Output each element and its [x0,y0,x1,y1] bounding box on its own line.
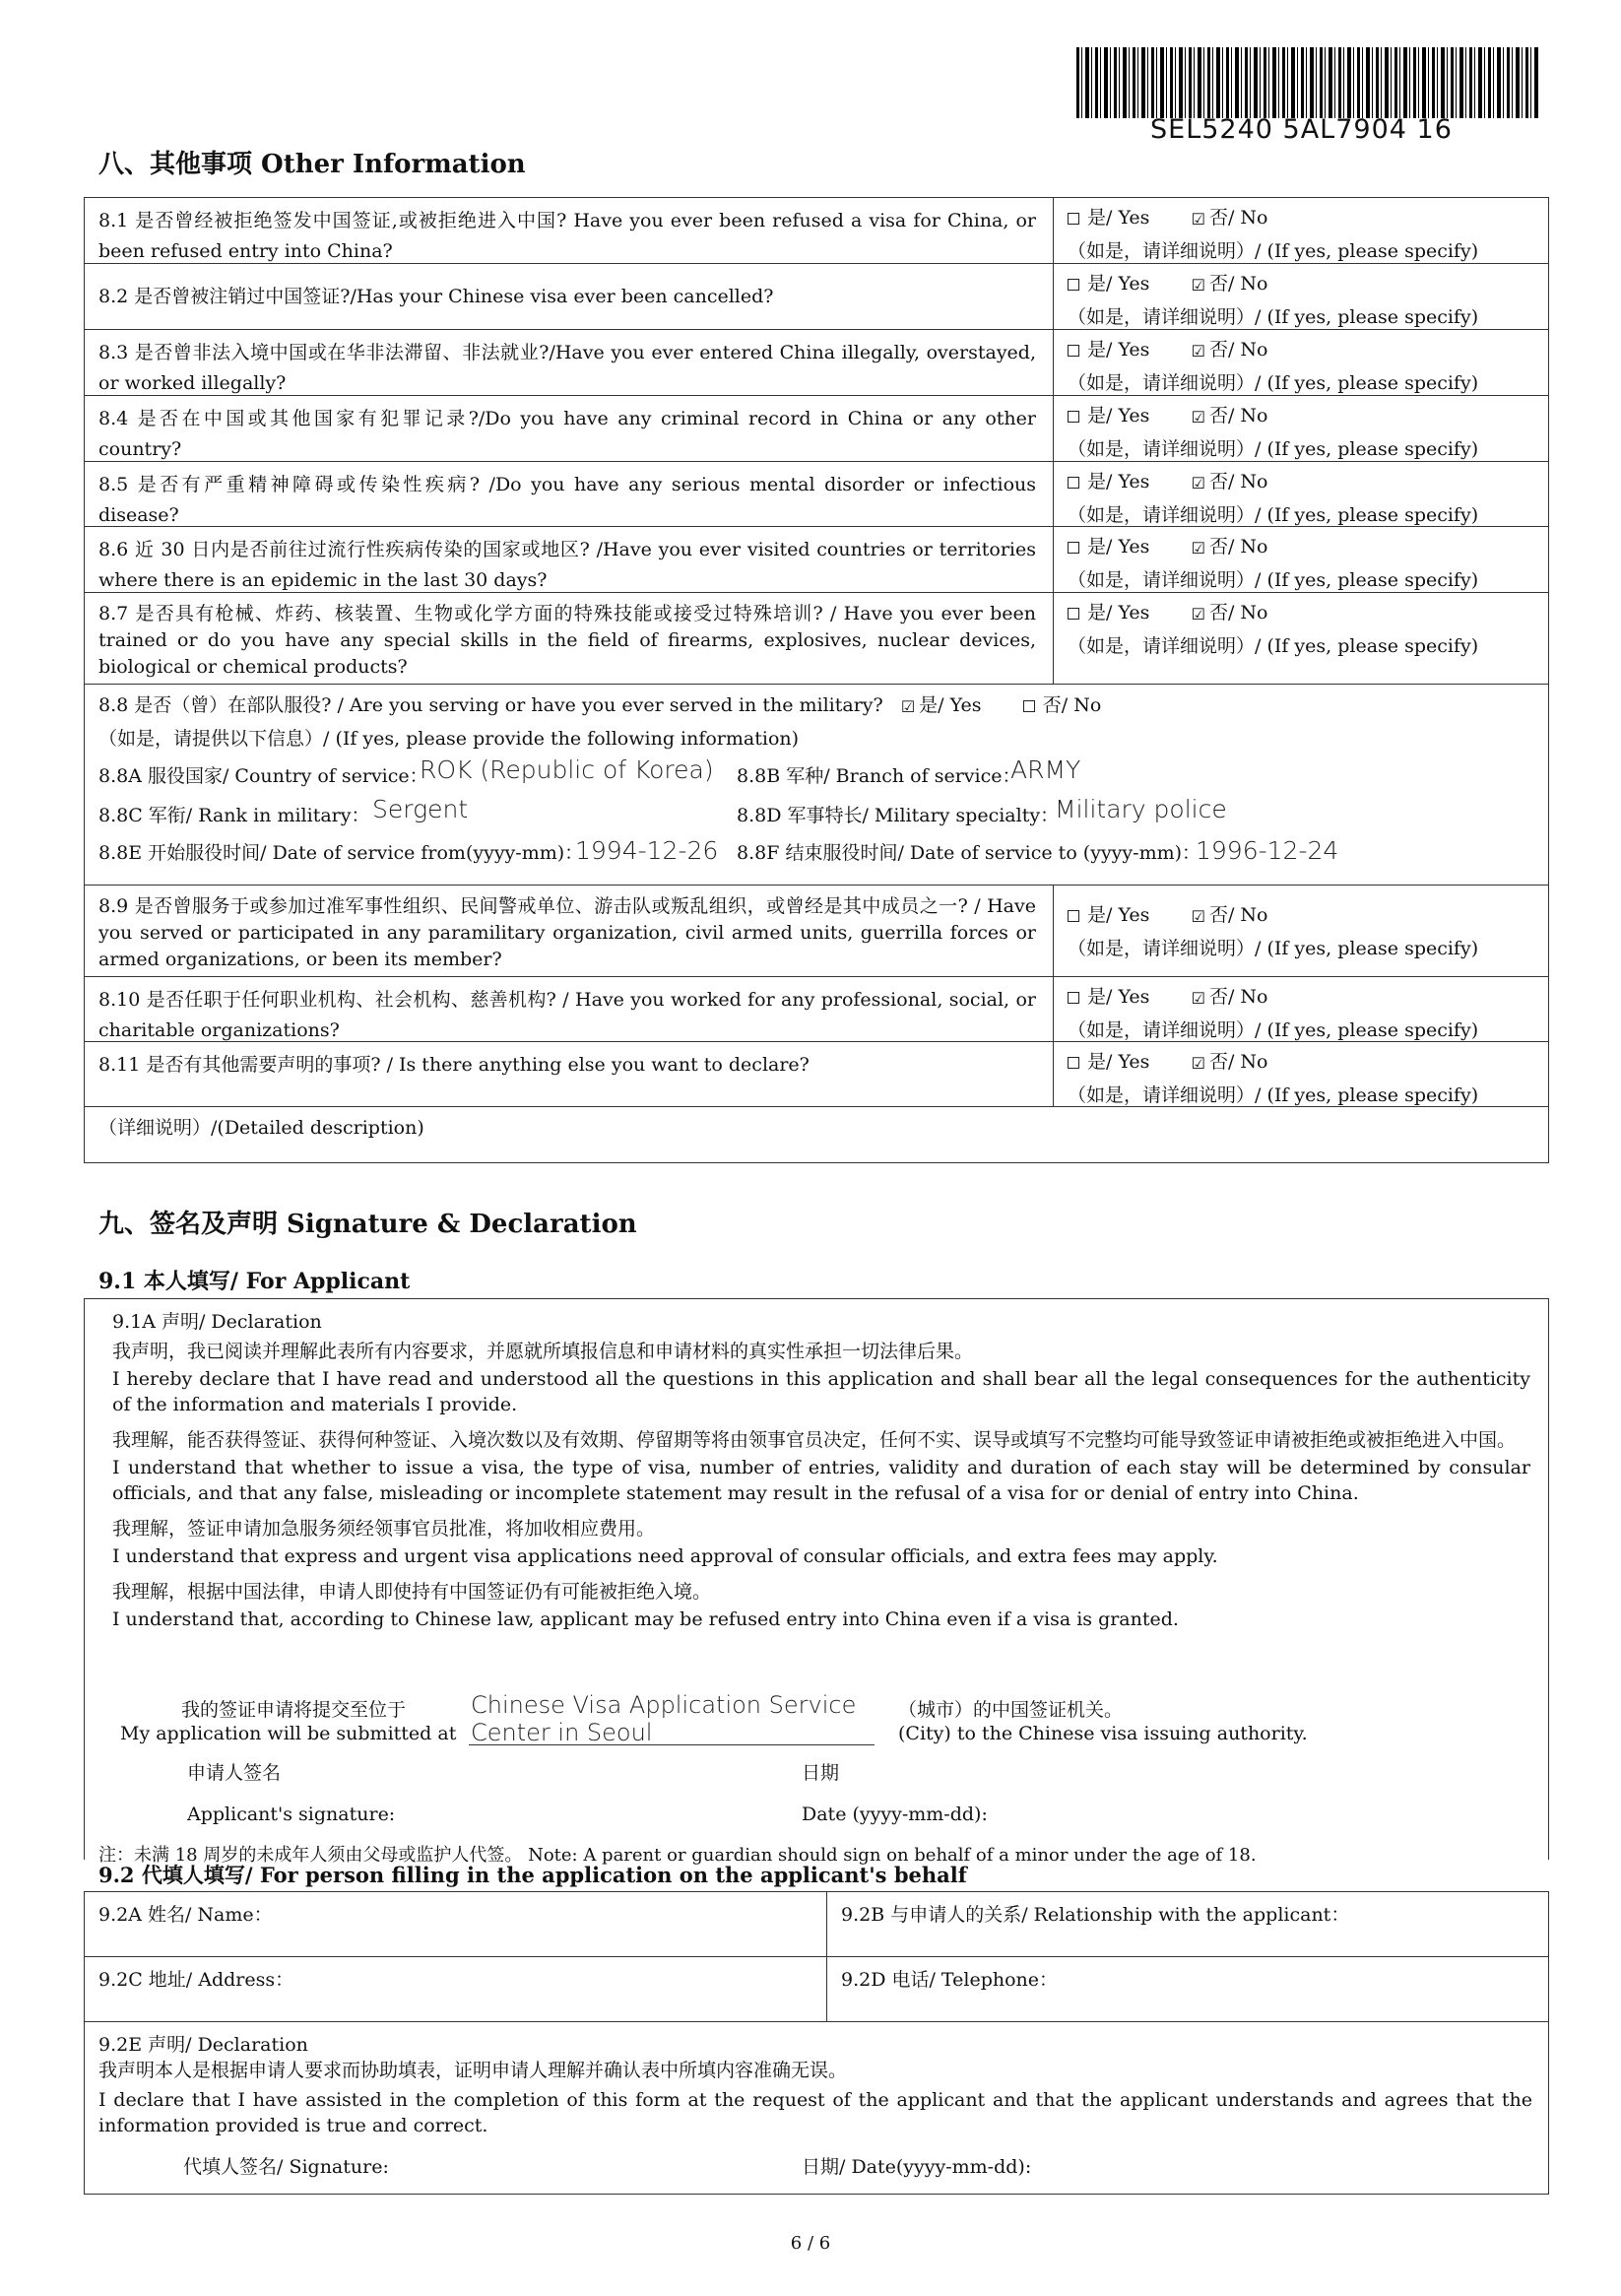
applicant-signature-label[interactable]: Applicant's signature: [187,1804,396,1825]
minor-note: 注：未满 18 周岁的未成年人须由父母或监护人代签。 Note: A parent or guardian should sign on behalf of a minor under the age of 18. [98,1845,1257,1866]
declaration-text [112,1339,1530,1632]
question-row [85,264,1548,330]
filler-address-label[interactable]: 9.2C 地址/ Address： [98,1969,294,1991]
yes-checkbox[interactable] [1068,608,1079,620]
question-row [85,396,1548,462]
specify-label: （如是，请详细说明）/ (If yes, please specify) [1068,371,1479,394]
submit-at-en: My application will be submitted at [120,1723,457,1744]
specify-label: （如是，请详细说明）/ (If yes, please specify) [1068,634,1479,657]
yes-checkbox[interactable] [1068,345,1079,357]
country-of-service-label: 8.8A 服役国家/ Country of service： [98,765,428,787]
no-checkbox-checked[interactable]: ☑ [1191,341,1205,361]
country-of-service-value[interactable]: ROK (Republic of Korea) [420,755,714,784]
behalf-row-2 [85,1957,1548,2022]
question-row [85,977,1548,1042]
no-checkbox-checked[interactable]: ☑ [1191,988,1205,1008]
section-8-title: 八、其他事项 Other Information [98,150,526,179]
question-row [85,527,1548,593]
service-from-value[interactable]: 1994-12-26 [575,836,719,865]
military-specialty-value[interactable]: Military police [1055,795,1227,823]
military-row [85,685,1548,886]
behalf-table [84,1891,1549,2195]
filler-declaration-title: 9.2E 声明/ Declaration [98,2034,308,2056]
page-number: 6 / 6 [790,2233,831,2254]
question-row [85,886,1548,977]
no-checkbox-checked[interactable]: ☑ [1191,906,1205,926]
no-checkbox-checked[interactable]: ☑ [1191,473,1205,492]
question-row [85,593,1548,685]
decl-para-en-2: I understand that whether to issue a visa, the type of visa, number of entries, validity and duration of each stay will be determined by consular officials, and that any false, misleading or incomplete statement may result in the refusal of a visa for or denial of entry into China. [112,1457,1530,1504]
answer-options: 是/ Yes ☑ 否/ No （如是，请详细说明）/ (If yes, please specify) [1068,400,1478,466]
question-text: 8.7 是否具有枪械、炸药、核装置、生物或化学方面的特殊技能或接受过特殊培训? / Have you ever been trained or do you have any special skills in the field of firearms, explosives, nuclear devices, biological or chemical products? [98,603,1036,678]
rank-label: 8.8C 军衔/ Rank in military： [98,805,370,826]
question-text: 8.6 近 30 日内是否前往过流行性疾病传染的国家或地区? /Have you ever visited countries or territories where there is an epidemic in the last 30 days? [98,539,1036,591]
answer-options: 是/ Yes ☑ 否/ No （如是，请详细说明）/ (If yes, please specify) [1068,1046,1478,1112]
behalf-declaration-row [85,2022,1548,2194]
submit-location-line-2[interactable]: Center in Seoul [471,1719,653,1746]
service-to-value[interactable]: 1996-12-24 [1196,836,1339,865]
other-info-table [84,197,1549,1163]
military-specialty-label: 8.8D 军事特长/ Military specialty： [737,805,1060,826]
no-checkbox-checked[interactable]: ☑ [1191,1053,1205,1073]
answer-options: 是/ Yes ☑ 否/ No （如是，请详细说明）/ (If yes, please specify) [1068,268,1478,334]
military-provide-note: （如是，请提供以下信息）/ (If yes, please provide the following information) [98,728,800,750]
relationship-label[interactable]: 9.2B 与申请人的关系/ Relationship with the applicant： [841,1904,1350,1926]
question-row [85,330,1548,396]
answer-options: 是/ Yes ☑ 否/ No （如是，请详细说明）/ (If yes, please specify) [1068,466,1478,532]
specify-label: （如是，请详细说明）/ (If yes, please specify) [1068,503,1479,526]
answer-options: 是/ Yes ☑ 否/ No （如是，请详细说明）/ (If yes, please specify) [1068,202,1478,268]
yes-checkbox[interactable] [1068,910,1079,922]
filler-decl-en: I declare that I have assisted in the completion of this form at the request of the applicant and that the applicant understands and agrees that the information provided is true and correct. [98,2089,1532,2136]
no-checkbox-checked[interactable]: ☑ [1191,275,1205,295]
filler-date-label[interactable]: 日期/ Date(yyyy-mm-dd): [802,2156,1032,2178]
no-checkbox-checked[interactable]: ☑ [1191,538,1205,558]
branch-of-service-value[interactable]: ARMY [1010,755,1081,784]
branch-of-service-label: 8.8B 军种/ Branch of service： [737,765,1021,787]
question-text: 8.5 是否有严重精神障碍或传染性疾病? /Do you have any serious mental disorder or infectious disease? [98,474,1036,526]
no-checkbox[interactable] [1023,700,1035,712]
question-text: 8.2 是否曾被注销过中国签证?/Has your Chinese visa ever been cancelled? [98,286,774,307]
question-text: 8.1 是否曾经被拒绝签发中国签证,或被拒绝进入中国? Have you ever been refused a visa for China, or been refused entry into China? [98,210,1036,262]
decl-para-cn-4: 我理解，根据中国法律，申请人即使持有中国签证仍有可能被拒绝入境。 [112,1581,712,1603]
yes-checkbox[interactable] [1068,477,1079,489]
yes-checkbox[interactable] [1068,279,1079,291]
specify-label: （如是，请详细说明）/ (If yes, please specify) [1068,239,1479,262]
decl-para-cn-3: 我理解，签证申请加急服务须经领事官员批准，将加收相应费用。 [112,1518,656,1540]
yes-checkbox[interactable] [1068,542,1079,554]
applicant-signature-cn: 申请人签名 [187,1762,282,1784]
decl-para-en-4: I understand that, according to Chinese law, applicant may be refused entry into China even if a visa is granted. [112,1608,1179,1630]
military-question: 8.8 是否（曾）在部队服役? / Are you serving or have you ever served in the military? ☑ 是/ Yes 否/ No [98,694,1102,716]
service-to-label: 8.8F 结束服役时间/ Date of service to (yyyy-mm)： [737,842,1201,864]
section-9-title: 九、签名及声明 Signature & Declaration [98,1210,637,1239]
decl-para-cn-2: 我理解，能否获得签证、获得何种签证、入境次数以及有效期、停留期等将由领事官员决定，任何不实、误导或填写不完整均可能导致签证申请被拒绝或被拒绝进入中国。 [112,1429,1517,1451]
question-text: 8.3 是否曾非法入境中国或在华非法滞留、非法就业?/Have you ever entered China illegally, overstayed, or worked illegally? [98,342,1036,394]
question-row [85,462,1548,527]
specify-label: （如是，请详细说明）/ (If yes, please specify) [1068,305,1479,328]
declaration-title: 9.1A 声明/ Declaration [112,1311,322,1333]
question-text: 8.9 是否曾服务于或参加过准军事性组织、民间警戒单位、游击队或叛乱组织，或曾经是其中成员之一? / Have you served or participated in any paramilitary organization, civil armed units, guerrilla forces or armed organizations, or been its member? [98,895,1036,970]
yes-checkbox[interactable] [1068,411,1079,423]
specify-label: （如是，请详细说明）/ (If yes, please specify) [1068,1018,1479,1041]
filler-signature-label[interactable]: 代填人签名/ Signature: [183,2156,389,2178]
specify-label: （如是，请详细说明）/ (If yes, please specify) [1068,437,1479,460]
question-text: 8.4 是否在中国或其他国家有犯罪记录?/Do you have any criminal record in China or any other country? [98,408,1036,460]
question-text: 8.10 是否任职于任何职业机构、社会机构、慈善机构? / Have you worked for any professional, social, or charitable organizations? [98,989,1036,1041]
barcode-image [1076,47,1539,118]
question-text: 8.11 是否有其他需要声明的事项? / Is there anything else you want to declare? [98,1054,810,1076]
behalf-subtitle: 9.2 代填人填写/ For person filling in the application on the applicant's behalf [98,1863,967,1887]
submit-location-line-1[interactable]: Chinese Visa Application Service [471,1691,857,1719]
applicant-date-label[interactable]: Date (yyyy-mm-dd): [802,1804,988,1825]
service-from-label: 8.8E 开始服役时间/ Date of service from(yyyy-mm)： [98,842,584,864]
answer-options: 是/ Yes ☑ 否/ No （如是，请详细说明）/ (If yes, please specify) [1068,899,1478,965]
city-cn: （城市）的中国签证机关。 [898,1699,1124,1721]
answer-options: 是/ Yes ☑ 否/ No （如是，请详细说明）/ (If yes, please specify) [1068,531,1478,597]
rank-value[interactable]: Sergent [372,795,469,823]
specify-label: （如是，请详细说明）/ (If yes, please specify) [1068,937,1479,959]
question-row [85,198,1548,264]
no-checkbox-checked[interactable]: ☑ [1191,604,1205,623]
yes-checkbox[interactable] [1068,213,1079,225]
date-cn: 日期 [802,1762,840,1784]
applicant-subtitle: 9.1 本人填写/ For Applicant [98,1269,411,1294]
yes-checkbox[interactable] [1068,992,1079,1004]
decl-para-en-3: I understand that express and urgent visa applications need approval of consular officials, and extra fees may apply. [112,1545,1218,1567]
barcode-number: SEL5240 5AL7904 16 [1150,114,1453,145]
yes-checkbox[interactable] [1068,1057,1079,1069]
answer-options: 是/ Yes ☑ 否/ No （如是，请详细说明）/ (If yes, please specify) [1068,981,1478,1047]
decl-para-en-1: I hereby declare that I have read and understood all the questions in this application and shall bear all the legal consequences for the authenticity of the information and materials I provide. [112,1368,1530,1415]
specify-label: （如是，请详细说明）/ (If yes, please specify) [1068,1083,1479,1106]
no-checkbox-checked[interactable]: ☑ [1191,209,1205,229]
detailed-description-label: （详细说明）/(Detailed description) [98,1117,424,1139]
submit-location-underline [469,1744,875,1745]
detailed-description-row[interactable] [85,1107,1548,1162]
filler-name-label[interactable]: 9.2A 姓名/ Name： [98,1904,273,1926]
answer-options: 是/ Yes ☑ 否/ No （如是，请详细说明）/ (If yes, please specify) [1068,597,1478,663]
answer-options: 是/ Yes ☑ 否/ No （如是，请详细说明）/ (If yes, please specify) [1068,334,1478,400]
no-checkbox-checked[interactable]: ☑ [1191,407,1205,426]
applicant-declaration-box [84,1298,1549,1866]
yes-checkbox-checked[interactable]: ☑ [900,696,916,716]
decl-para-cn-1: 我声明，我已阅读并理解此表所有内容要求，并愿就所填报信息和申请材料的真实性承担一切法律后果。 [112,1341,974,1362]
filler-telephone-label[interactable]: 9.2D 电话/ Telephone： [841,1969,1059,1991]
city-en: (City) to the Chinese visa issuing authority. [898,1723,1308,1744]
submit-at-cn: 我的签证申请将提交至位于 [181,1699,407,1721]
filler-decl-cn: 我声明本人是根据申请人要求而协助填表，证明申请人理解并确认表中所填内容准确无误。 [98,2060,848,2081]
question-row [85,1042,1548,1107]
specify-label: （如是，请详细说明）/ (If yes, please specify) [1068,568,1479,591]
behalf-row-1 [85,1892,1548,1957]
filler-declaration-text [98,2058,1532,2138]
